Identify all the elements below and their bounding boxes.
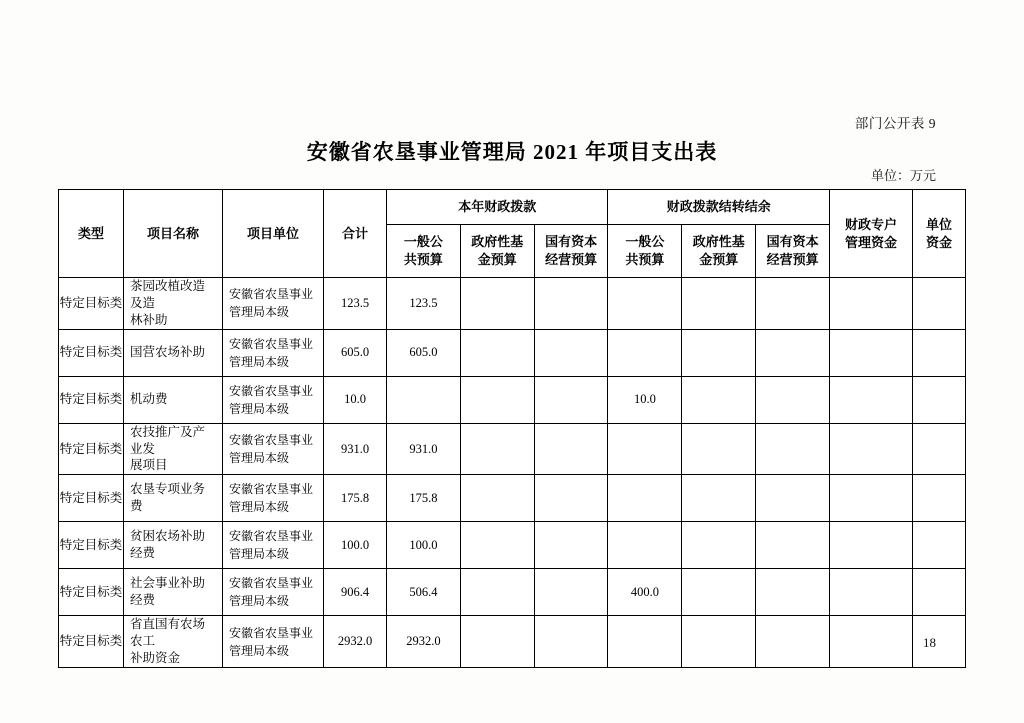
table-row — [59, 616, 966, 668]
cell-carry-state — [756, 522, 830, 569]
col-header-carry-general-budget-line2: 共预算 — [625, 252, 665, 267]
cell-carry-general — [608, 616, 682, 668]
cell-project-unit — [223, 522, 324, 569]
cell-current-general: 2932.0 — [387, 616, 461, 668]
cell-project-unit-line2: 管理局本级 — [229, 450, 290, 465]
col-header-project-unit: 项目单位 — [223, 190, 324, 278]
cell-special-fund — [830, 376, 913, 423]
cell-project-unit-line1: 安徽省农垦事业 — [229, 432, 314, 447]
col-header-current-general-budget-line2: 共预算 — [403, 252, 443, 267]
col-header-special-account-fund — [830, 190, 913, 278]
cell-type: 特定目标类 — [59, 475, 124, 522]
cell-current-state — [534, 616, 608, 668]
cell-carry-state — [756, 423, 830, 475]
col-group-header-current-year-appropriation: 本年财政拨款 — [387, 190, 608, 225]
cell-project-unit — [223, 423, 324, 475]
cell-total: 2932.0 — [324, 616, 387, 668]
cell-own-fund — [913, 329, 966, 376]
cell-carry-general: 10.0 — [608, 376, 682, 423]
col-header-total: 合计 — [324, 190, 387, 278]
cell-project-unit — [223, 475, 324, 522]
col-header-own-fund-line2: 资金 — [925, 234, 952, 250]
cell-type: 特定目标类 — [59, 569, 124, 616]
cell-project-name-line1: 贫困农场补助经费 — [130, 529, 206, 561]
cell-current-state — [534, 475, 608, 522]
col-header-current-general-budget-line1: 一般公 — [403, 234, 443, 250]
cell-carry-general — [608, 475, 682, 522]
cell-project-unit — [223, 616, 324, 668]
col-header-own-fund-line1: 单位 — [925, 216, 952, 232]
cell-own-fund — [913, 475, 966, 522]
col-header-current-gov-fund-budget-line1: 政府性基 — [471, 234, 524, 250]
cell-project-name-line1: 省直国有农场农工 — [130, 617, 206, 649]
cell-project-unit — [223, 278, 324, 330]
cell-project-name — [124, 522, 223, 569]
cell-project-name-line2: 展项目 — [130, 458, 168, 473]
col-header-current-state-capital-budget-line1: 国有资本 — [545, 234, 598, 250]
cell-carry-general — [608, 423, 682, 475]
cell-project-unit-line2: 管理局本级 — [229, 500, 290, 515]
cell-total: 123.5 — [324, 278, 387, 330]
col-header-current-state-capital-budget-line2: 经营预算 — [545, 252, 598, 267]
cell-carry-general: 400.0 — [608, 569, 682, 616]
cell-type: 特定目标类 — [59, 376, 124, 423]
cell-type: 特定目标类 — [59, 329, 124, 376]
cell-type: 特定目标类 — [59, 522, 124, 569]
cell-carry-state — [756, 475, 830, 522]
cell-carry-gov — [682, 616, 756, 668]
cell-current-gov — [460, 569, 534, 616]
header-note: 部门公开表 9 — [854, 116, 936, 131]
table-header-row-1 — [59, 190, 966, 225]
col-header-type: 类型 — [59, 190, 124, 278]
col-group-header-carryover-balance: 财政拨款结转结余 — [608, 190, 830, 225]
col-header-carry-general-budget — [608, 225, 682, 278]
cell-own-fund — [913, 616, 966, 668]
cell-carry-gov — [682, 376, 756, 423]
cell-project-unit-line2: 管理局本级 — [229, 354, 290, 369]
cell-special-fund — [830, 475, 913, 522]
cell-total: 931.0 — [324, 423, 387, 475]
cell-carry-state — [756, 616, 830, 668]
cell-total: 100.0 — [324, 522, 387, 569]
cell-current-gov — [460, 616, 534, 668]
table-row — [59, 278, 966, 330]
cell-current-general: 605.0 — [387, 329, 461, 376]
cell-project-name — [124, 475, 223, 522]
cell-special-fund — [830, 423, 913, 475]
page-number: 18 — [923, 635, 936, 650]
cell-carry-state — [756, 278, 830, 330]
col-header-current-gov-fund-budget-line2: 金预算 — [477, 252, 517, 267]
cell-project-name-line2: 补助资金 — [130, 651, 181, 665]
cell-carry-general — [608, 278, 682, 330]
cell-project-name — [124, 376, 223, 423]
cell-special-fund — [830, 522, 913, 569]
cell-project-name — [124, 616, 223, 668]
cell-carry-gov — [682, 329, 756, 376]
cell-carry-gov — [682, 278, 756, 330]
cell-current-general: 175.8 — [387, 475, 461, 522]
col-header-own-fund — [913, 190, 966, 278]
cell-total: 605.0 — [324, 329, 387, 376]
cell-project-name — [124, 278, 223, 330]
cell-own-fund — [913, 522, 966, 569]
cell-type: 特定目标类 — [59, 616, 124, 668]
cell-type: 特定目标类 — [59, 278, 124, 330]
cell-project-unit-line1: 安徽省农垦事业 — [229, 287, 314, 302]
cell-special-fund — [830, 278, 913, 330]
cell-current-gov — [460, 522, 534, 569]
cell-project-name-line1: 茶园改植改造及造 — [130, 279, 206, 310]
cell-current-general: 123.5 — [387, 278, 461, 330]
cell-project-unit-line1: 安徽省农垦事业 — [229, 482, 314, 497]
col-header-current-general-budget — [387, 225, 461, 278]
table-row — [59, 569, 966, 616]
col-header-carry-state-capital-budget — [756, 225, 830, 278]
cell-project-unit — [223, 569, 324, 616]
cell-project-unit-line2: 管理局本级 — [229, 643, 290, 658]
table-row — [59, 423, 966, 475]
col-header-carry-state-capital-budget-line1: 国有资本 — [766, 234, 819, 250]
cell-current-state — [534, 522, 608, 569]
cell-carry-gov — [682, 522, 756, 569]
cell-carry-state — [756, 329, 830, 376]
cell-project-name-line1: 农垦专项业务费 — [130, 482, 206, 514]
cell-carry-general — [608, 522, 682, 569]
cell-current-general: 506.4 — [387, 569, 461, 616]
table-header — [59, 190, 966, 278]
cell-own-fund — [913, 376, 966, 423]
cell-own-fund — [913, 278, 966, 330]
col-header-current-gov-fund-budget — [460, 225, 534, 278]
col-header-special-account-fund-line2: 管理资金 — [844, 234, 897, 250]
cell-current-gov — [460, 376, 534, 423]
cell-project-name — [124, 329, 223, 376]
cell-project-name-line1: 农技推广及产业发 — [130, 424, 206, 456]
cell-project-unit-line1: 安徽省农垦事业 — [229, 576, 314, 591]
cell-carry-general — [608, 329, 682, 376]
cell-project-name-line2: 林补助 — [130, 312, 168, 327]
cell-current-gov — [460, 475, 534, 522]
cell-project-name-line1: 社会事业补助经费 — [130, 576, 206, 608]
cell-current-state — [534, 329, 608, 376]
table-row — [59, 329, 966, 376]
cell-project-name — [124, 569, 223, 616]
cell-project-unit-line2: 管理局本级 — [229, 401, 290, 416]
cell-current-gov — [460, 329, 534, 376]
cell-project-unit-line1: 安徽省农垦事业 — [229, 336, 314, 351]
cell-total: 175.8 — [324, 475, 387, 522]
cell-own-fund — [913, 569, 966, 616]
cell-project-name — [124, 423, 223, 475]
cell-project-unit-line2: 管理局本级 — [229, 305, 290, 320]
col-header-carry-gov-fund-budget — [682, 225, 756, 278]
cell-project-unit-line1: 安徽省农垦事业 — [229, 625, 314, 640]
cell-own-fund — [913, 423, 966, 475]
cell-total: 10.0 — [324, 376, 387, 423]
table-row — [59, 522, 966, 569]
col-header-carry-general-budget-line1: 一般公 — [625, 234, 665, 250]
table-row — [59, 475, 966, 522]
cell-carry-gov — [682, 569, 756, 616]
col-header-current-state-capital-budget — [534, 225, 608, 278]
cell-current-state — [534, 278, 608, 330]
col-header-special-account-fund-line1: 财政专户 — [844, 216, 897, 232]
cell-current-gov — [460, 423, 534, 475]
cell-current-state — [534, 569, 608, 616]
cell-carry-state — [756, 376, 830, 423]
cell-special-fund — [830, 616, 913, 668]
cell-current-general — [387, 376, 461, 423]
unit-note: 单位：万元 — [870, 168, 936, 183]
project-expenditure-table — [58, 189, 966, 668]
table-body — [59, 278, 966, 668]
col-header-carry-gov-fund-budget-line1: 政府性基 — [692, 234, 745, 250]
cell-project-name-line1: 国营农场补助 — [130, 345, 206, 360]
col-header-carry-gov-fund-budget-line2: 金预算 — [699, 252, 739, 267]
cell-project-unit — [223, 376, 324, 423]
cell-project-unit-line2: 管理局本级 — [229, 594, 290, 609]
table-row — [59, 376, 966, 423]
cell-carry-gov — [682, 475, 756, 522]
cell-project-unit-line2: 管理局本级 — [229, 547, 290, 562]
cell-special-fund — [830, 329, 913, 376]
cell-current-state — [534, 376, 608, 423]
col-header-project-name: 项目名称 — [124, 190, 223, 278]
cell-current-state — [534, 423, 608, 475]
cell-total: 906.4 — [324, 569, 387, 616]
cell-project-unit-line1: 安徽省农垦事业 — [229, 529, 314, 544]
cell-type: 特定目标类 — [59, 423, 124, 475]
cell-current-general: 931.0 — [387, 423, 461, 475]
cell-current-general: 100.0 — [387, 522, 461, 569]
col-header-carry-state-capital-budget-line2: 经营预算 — [766, 252, 819, 267]
cell-current-gov — [460, 278, 534, 330]
cell-special-fund — [830, 569, 913, 616]
cell-project-name-line1: 机动费 — [130, 392, 168, 407]
cell-carry-state — [756, 569, 830, 616]
cell-project-unit — [223, 329, 324, 376]
cell-carry-gov — [682, 423, 756, 475]
page-title: 安徽省农垦事业管理局 2021 年项目支出表 — [306, 140, 718, 164]
cell-project-unit-line1: 安徽省农垦事业 — [229, 383, 314, 398]
